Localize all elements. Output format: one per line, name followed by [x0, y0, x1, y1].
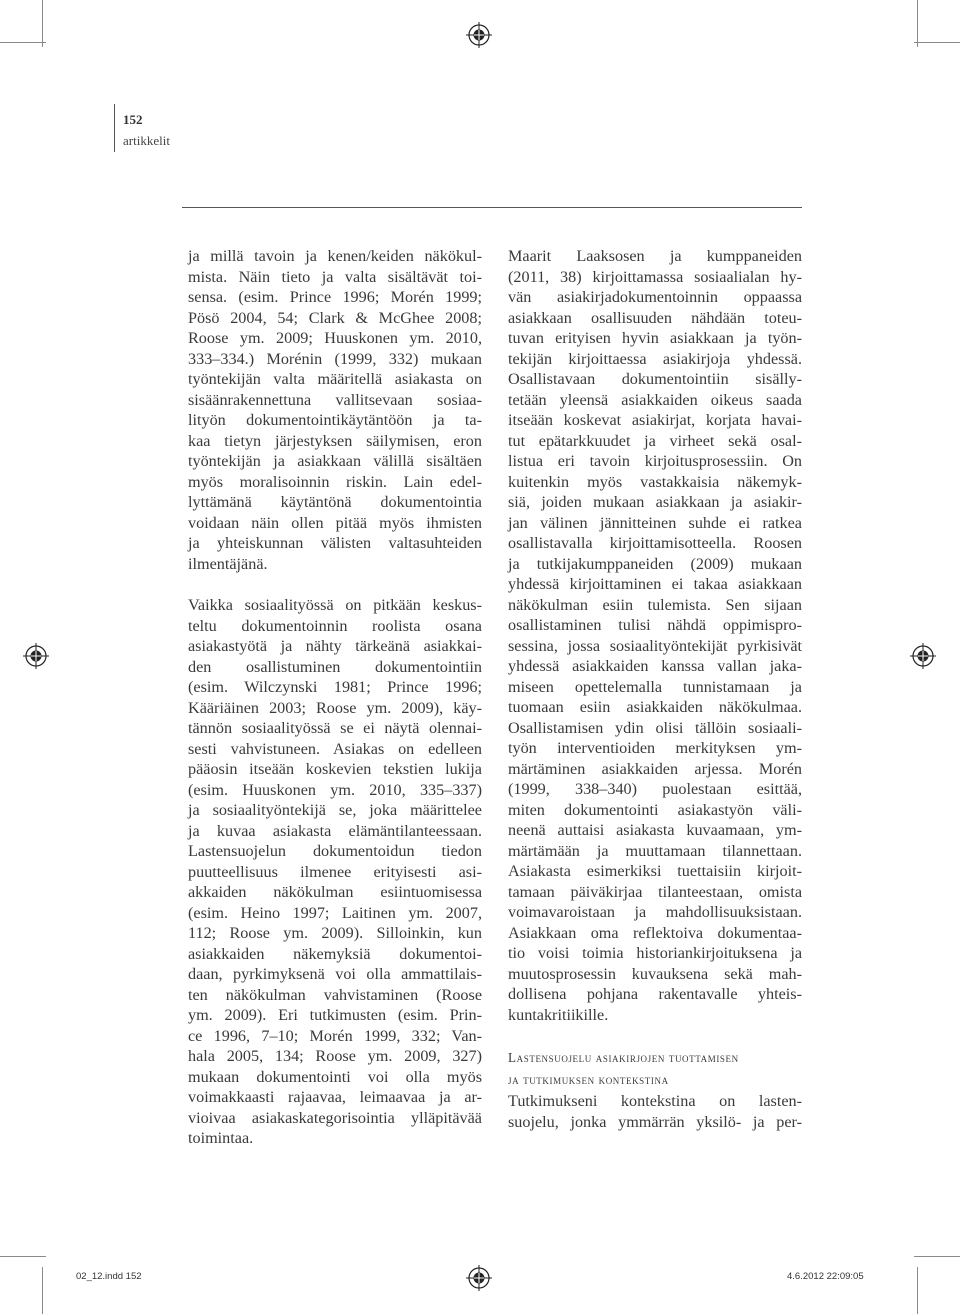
text-line: miten dokumentointi asiakastyön väli-	[508, 800, 802, 819]
page-number: 152	[123, 112, 143, 127]
text-line: sessina, jossa sosiaalityöntekijät pyrkisivät	[508, 636, 802, 655]
crop-mark	[0, 42, 46, 43]
text-line: yhdessä kirjoittaminen ei takaa asiakkaan	[508, 575, 802, 593]
text-line: osallistavalla kirjoittamisotteella. Roosen	[508, 534, 802, 552]
text-line: ja yhteiskunnan välisten valtasuhteiden	[188, 534, 482, 552]
text-line: 333–334.) Morénin (1999, 332) mukaan	[188, 349, 482, 368]
text-line: asiakastyötä ja nähty tärkeänä asiakkai-	[188, 637, 482, 655]
text-line: myös moralisoinnin riskin. Lain edel-	[188, 472, 482, 491]
text-line: 112; Roose ym. 2009). Silloinkin, kun	[188, 924, 482, 942]
text-line: miseen opettelemalla tunnistamaan ja	[508, 677, 802, 696]
text-line: dollisena pohjana rakentavalle yhteis-	[508, 985, 802, 1003]
text-line: voidaan näin ollen pitää myös ihmisten	[188, 513, 482, 532]
text-line: (2011, 38) kirjoittamassa sosiaalialan hy-	[508, 267, 802, 286]
text-line: tännön sosiaalityössä se ei näytä olennai-	[188, 719, 482, 737]
text-line: Kääriäinen 2003; Roose ym. 2009), käy-	[188, 698, 482, 717]
text-line: asiakkaan osallisuuden nähdään toteu-	[508, 308, 802, 327]
text-line: työntekijän ja asiakkaan välillä sisältäen	[188, 452, 482, 470]
text-line: märtäminen asiakkaiden arjessa. Morén	[508, 759, 802, 778]
text-line: ten näkökulman vahvistaminen (Roose	[188, 985, 482, 1004]
paragraph	[508, 1091, 802, 1132]
text-line: (esim. Huuskonen ym. 2010, 335–337)	[188, 780, 482, 799]
text-line: kuntakritiikille.	[508, 1005, 609, 1024]
crop-mark	[914, 42, 960, 43]
text-line: siä, joiden mukaan asiakkaan ja asiakir-	[508, 493, 802, 511]
text-line: neenä auttaisi asiakasta kuvaamaan, ym-	[508, 821, 802, 839]
text-line: teltu dokumentoinnin roolista osana	[188, 616, 482, 635]
section-subheading	[508, 1047, 802, 1091]
text-line: ilmentäjänä.	[188, 554, 268, 573]
registration-mark-icon	[910, 643, 936, 669]
text-line: muutosprosessin kuvauksena sekä mah-	[508, 964, 802, 983]
text-line: tamaan päiväkirjaa tilanteestaan, omista	[508, 882, 802, 901]
text-line: daan, pyrkimyksenä voi olla ammattilais-	[188, 965, 482, 983]
text-line: ja sosiaalityöntekijä se, joka määrittelee	[188, 801, 482, 819]
crop-mark	[42, 0, 43, 47]
text-line: (esim. Wilczynski 1981; Prince 1996;	[188, 678, 482, 696]
paragraph	[508, 246, 802, 1025]
text-line: kuitenkin myös vastakkaisia näkemyk-	[508, 472, 802, 491]
text-line: listua eri tavoin kirjoitusprosessiin. On	[508, 452, 802, 470]
text-line: ja millä tavoin ja kenen/keiden näkökul-	[188, 247, 482, 265]
header-rule	[114, 104, 115, 152]
text-line: (esim. Heino 1997; Laitinen ym. 2007,	[188, 903, 482, 922]
file-slug: 02_12.indd 152	[76, 1271, 142, 1282]
paragraph	[188, 595, 482, 1149]
print-timestamp: 4.6.2012 22:09:05	[787, 1271, 864, 1282]
text-line: tut epätarkkuudet ja virheet sekä osal-	[508, 431, 802, 450]
text-line: itseään koskevat asiakirjat, korjata havai-	[508, 411, 802, 429]
text-line: tio voisi toimia historiankirjoituksena ja	[508, 944, 802, 962]
text-line: osallistaminen tulisi nähdä oppimispro-	[508, 616, 802, 634]
text-line: asiakkaiden näkemyksiä dokumentoi-	[188, 944, 482, 963]
registration-mark-icon	[23, 643, 49, 669]
text-line: voimakkaasti rajaavaa, leimaavaa ja ar-	[188, 1088, 482, 1106]
text-line: pääosin itseään koskevien tekstien lukija	[188, 760, 482, 778]
text-line: tekijän kirjoittaessa asiakirjoja yhdessä.	[508, 349, 802, 368]
subheading-line: Lastensuojelu asiakirjojen tuottamisen	[508, 1050, 739, 1065]
left-column	[188, 246, 482, 1149]
paragraph	[188, 246, 482, 574]
text-line: Vaikka sosiaalityössä on pitkään keskus-	[188, 596, 482, 614]
text-line: Asiakkaan oma reflektoiva dokumentaa-	[508, 923, 802, 942]
text-line: Asiakasta esimerkiksi tuettaisiin kirjoit-	[508, 862, 802, 880]
text-line: märtämään ja muuttamaan tilannettaan.	[508, 841, 802, 860]
text-line: näkökulman esiin tulemista. Sen sijaan	[508, 595, 802, 614]
text-line: Pösö 2004, 54; Clark & McGhee 2008;	[188, 308, 482, 327]
text-line: mista. Näin tieto ja valta sisältävät toi-	[188, 267, 482, 286]
text-line: suojelu, jonka ymmärrän yksilö- ja per-	[508, 1112, 802, 1131]
text-line: sisäänrakennettuna vallitsevaan sosiaa-	[188, 390, 482, 409]
text-line: Osallistamisen ydin olisi tällöin sosiaali-	[508, 718, 802, 737]
text-line: työntekijän valta määritellä asiakasta on	[188, 370, 482, 388]
text-line: tuvan erityisen hyvin asiakkaan ja työn-	[508, 329, 802, 347]
text-line: voimavaroistaan ja mahdollisuuksistaan.	[508, 903, 802, 921]
text-line: mukaan dokumentointi voi olla myös	[188, 1067, 482, 1086]
text-line: yhdessä asiakkaiden kanssa vallan jaka-	[508, 657, 802, 675]
text-line: sesti vahvistuneen. Asiakas on edelleen	[188, 739, 482, 758]
right-column	[508, 246, 802, 1132]
text-line: Tutkimukseni kontekstina on lasten-	[508, 1092, 802, 1110]
text-line: jan välinen jännitteinen suhde ei ratkea	[508, 513, 802, 532]
text-line: (1999, 338–340) puolestaan esittää,	[508, 780, 802, 798]
text-line: työn interventioiden merkityksen ym-	[508, 739, 802, 757]
text-line: ja kuvaa asiakasta elämäntilanteessaan.	[188, 821, 482, 840]
text-line: vioivaa asiakaskategorisointia ylläpitävää	[188, 1108, 482, 1127]
text-line: den osallistuminen dokumentointiin	[188, 657, 482, 676]
text-line: Roose ym. 2009; Huuskonen ym. 2010,	[188, 329, 482, 347]
registration-mark-icon	[466, 1265, 492, 1291]
crop-mark	[917, 0, 918, 47]
crop-mark	[42, 1267, 43, 1314]
header-divider	[182, 207, 802, 208]
text-line: vän asiakirjadokumentoinnin oppaassa	[508, 288, 802, 306]
crop-mark	[917, 1267, 918, 1314]
text-line: tuomaan esiin asiakkaiden näkökulmaa.	[508, 698, 802, 716]
text-line: ja tutkijakumppaneiden (2009) mukaan	[508, 554, 802, 573]
text-line: hala 2005, 134; Roose ym. 2009, 327)	[188, 1047, 482, 1065]
text-line: kaa tietyn järjestyksen säilymisen, eron	[188, 431, 482, 450]
text-line: akkaiden näkökulman esiintuomisessa	[188, 883, 482, 901]
text-line: tetään yleensä asiakkaiden oikeus saada	[508, 390, 802, 409]
text-line: puutteellisuus ilmenee erityisesti asi-	[188, 862, 482, 881]
text-line: toimintaa.	[188, 1129, 254, 1147]
text-line: Lastensuojelun dokumentoidun tiedon	[188, 842, 482, 860]
crop-mark	[0, 1256, 46, 1257]
crop-mark	[914, 1256, 960, 1257]
text-line: ym. 2009). Eri tutkimusten (esim. Prin-	[188, 1006, 482, 1024]
text-line: lityön dokumentointikäytäntöön ja ta-	[188, 411, 482, 429]
section-label: artikkelit	[123, 133, 170, 148]
text-line: Maarit Laaksosen ja kumppaneiden	[508, 247, 802, 265]
text-line: lyttämänä käytäntönä dokumentointia	[188, 493, 482, 511]
text-line: Osallistavaan dokumentointiin sisälly-	[508, 370, 802, 388]
text-line: ce 1996, 7–10; Morén 1999, 332; Van-	[188, 1026, 482, 1045]
subheading-line: ja tutkimuksen kontekstina	[508, 1072, 669, 1087]
text-line: sensa. (esim. Prince 1996; Morén 1999;	[188, 288, 482, 306]
registration-mark-icon	[466, 22, 492, 48]
